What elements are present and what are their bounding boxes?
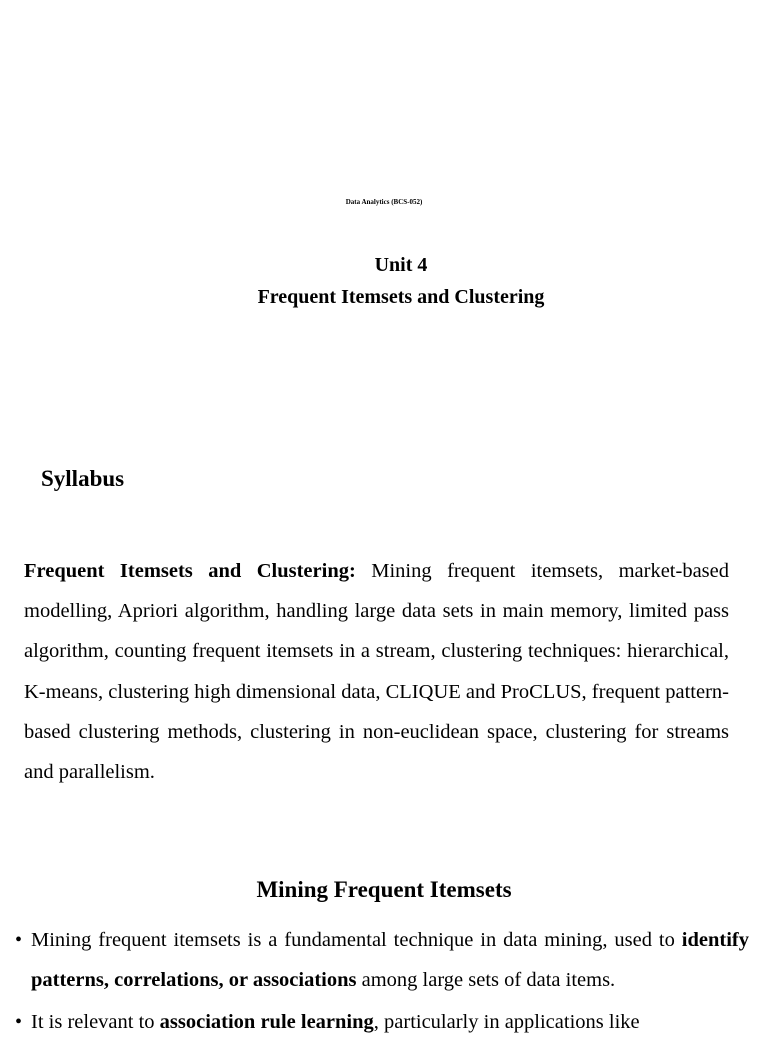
syllabus-paragraph — [24, 551, 729, 792]
bullet-marker: • — [15, 929, 23, 951]
bullet-marker: • — [15, 1011, 23, 1034]
list-item — [0, 920, 749, 1000]
bullet-bold-text: identify patterns, correlations, or associations — [31, 929, 749, 992]
bullet-text: Mining frequent itemsets is a fundamental technique in data mining, used to — [31, 929, 682, 951]
list-item — [0, 1002, 749, 1042]
unit-number: Unit 4 — [374, 254, 428, 276]
bullet-text-tail: among large sets of data items. — [356, 969, 616, 992]
section-heading: Mining Frequent Itemsets — [256, 877, 512, 902]
bullet-list — [0, 920, 768, 1045]
syllabus-heading: Syllabus — [41, 466, 125, 491]
bullet-bold-text: association rule learning — [159, 1011, 374, 1034]
syllabus-lead: Frequent Itemsets and Clustering: — [24, 560, 356, 582]
syllabus-text: Mining frequent itemsets, market-based modelling, Apriori algorithm, handling large data sets in main memory, limited pass algorithm, counting frequent itemsets in a stream, clustering techniques: hierarchical, K-means, clustering high dimensional data, CLIQUE and ProCLUS, frequent pattern-based clustering methods, clustering in non-euclidean space, clustering for streams and parallelism. — [24, 560, 729, 784]
bullet-text-tail: , particularly in applications like — [373, 1011, 640, 1034]
bullet-text: It is relevant to — [31, 1011, 160, 1034]
unit-title: Frequent Itemsets and Clustering — [257, 286, 545, 308]
course-header-note: Data Analytics (BCS-052) — [345, 198, 423, 206]
